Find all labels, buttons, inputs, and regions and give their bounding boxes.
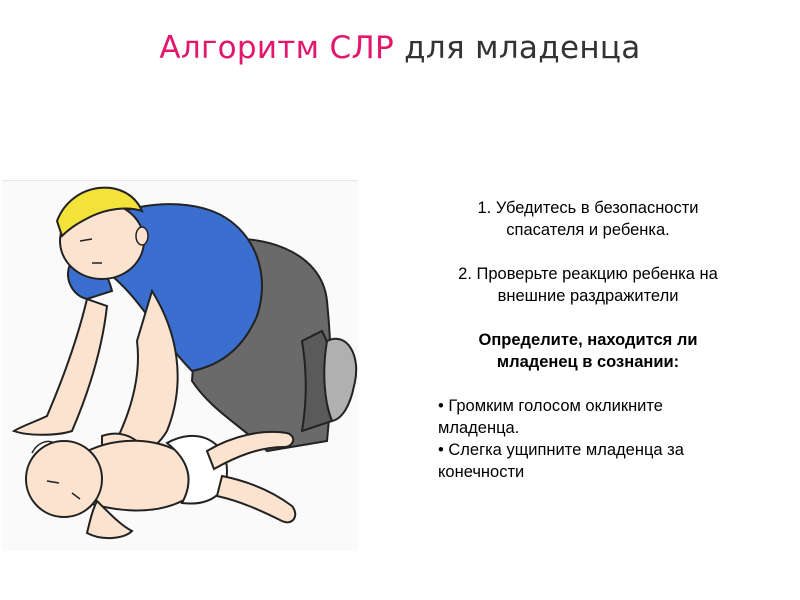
- rescuer-infant-illustration: [2, 180, 358, 551]
- title-rest: для младенца: [394, 30, 641, 66]
- slide-title: [0, 30, 800, 66]
- title-accent: Алгоритм СЛР: [159, 30, 395, 66]
- step-1: 1. Убедитесь в безопасности спасателя и ребенка.: [477, 199, 699, 239]
- instructions-panel: [438, 197, 738, 483]
- bullet-pinch-limbs: • Слегка ущипните младенца за конечности: [438, 441, 684, 481]
- bullet-call-loudly: • Громким голосом окликните младенца.: [438, 397, 663, 437]
- consciousness-question: Определите, находится ли младенец в сознании:: [478, 331, 698, 371]
- step-2: 2. Проверьте реакцию ребенка на внешние раздражители: [458, 265, 718, 305]
